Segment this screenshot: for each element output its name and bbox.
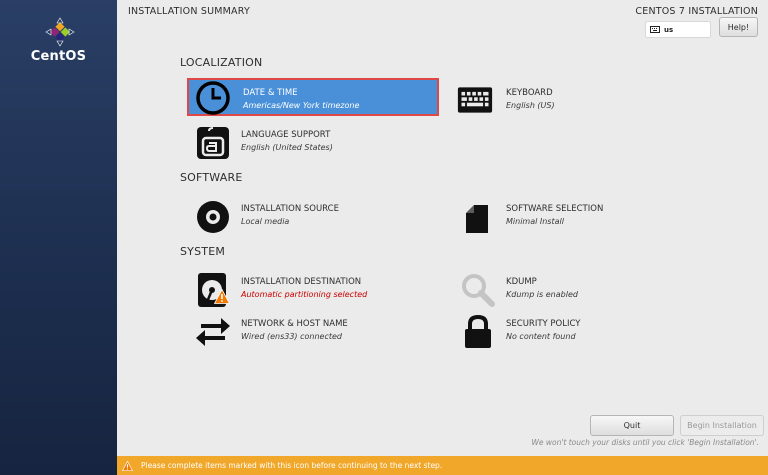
disc-icon bbox=[195, 199, 231, 235]
spoke-status: English (US) bbox=[506, 101, 555, 110]
padlock-icon bbox=[460, 314, 496, 350]
warning-bar bbox=[117, 456, 768, 475]
spoke-status: Automatic partitioning selected bbox=[241, 290, 368, 299]
magnifier-icon bbox=[460, 272, 496, 308]
page-title: INSTALLATION SUMMARY bbox=[128, 6, 250, 17]
section-system: SYSTEM bbox=[180, 245, 226, 258]
spoke-title: KDUMP bbox=[506, 277, 537, 287]
sidebar bbox=[0, 0, 117, 475]
main-panel bbox=[117, 0, 768, 475]
spoke-title: SOFTWARE SELECTION bbox=[506, 204, 604, 214]
logo-text: CentOS bbox=[30, 49, 87, 64]
package-icon bbox=[460, 199, 496, 235]
spoke-status: Kdump is enabled bbox=[506, 290, 578, 299]
spoke-status: Wired (ens33) connected bbox=[241, 332, 342, 341]
spoke-title: LANGUAGE SUPPORT bbox=[241, 130, 331, 140]
spoke-network-hostname[interactable] bbox=[187, 311, 439, 349]
warning-icon bbox=[214, 289, 230, 304]
spoke-installation-source[interactable] bbox=[187, 196, 439, 234]
spoke-title: DATE & TIME bbox=[243, 88, 298, 98]
spoke-status: Minimal Install bbox=[506, 217, 564, 226]
keyboard-small-icon bbox=[650, 26, 660, 33]
warning-text: Please complete items marked with this icon before continuing to the next step. bbox=[141, 461, 443, 470]
keyboard-layout-label: us bbox=[664, 25, 674, 34]
spoke-status: Local media bbox=[241, 217, 290, 226]
spoke-security-policy[interactable] bbox=[452, 311, 704, 349]
footer-note: We won't touch your disks until you click 'Begin Installation'. bbox=[531, 438, 759, 447]
spoke-status: English (United States) bbox=[241, 143, 333, 152]
network-arrows-icon bbox=[195, 314, 231, 350]
spoke-software-selection[interactable] bbox=[452, 196, 704, 234]
keyboard-icon bbox=[457, 82, 493, 118]
spoke-status: Americas/New York timezone bbox=[243, 101, 360, 110]
keyboard-layout-indicator[interactable] bbox=[645, 21, 711, 38]
spoke-title: NETWORK & HOST NAME bbox=[241, 319, 348, 329]
begin-installation-button[interactable]: Begin Installation bbox=[680, 415, 764, 436]
spoke-kdump[interactable] bbox=[452, 269, 704, 307]
spoke-title: SECURITY POLICY bbox=[506, 319, 581, 329]
warning-icon bbox=[122, 461, 133, 471]
spoke-status: No content found bbox=[506, 332, 576, 341]
spoke-installation-destination[interactable] bbox=[187, 269, 439, 307]
centos-logo-icon bbox=[44, 16, 76, 48]
spoke-language-support[interactable] bbox=[187, 122, 439, 160]
section-localization: LOCALIZATION bbox=[180, 56, 263, 69]
spoke-title: INSTALLATION SOURCE bbox=[241, 204, 339, 214]
spoke-title: KEYBOARD bbox=[506, 88, 553, 98]
language-icon bbox=[195, 125, 231, 161]
section-software: SOFTWARE bbox=[180, 171, 243, 184]
quit-button[interactable]: Quit bbox=[590, 415, 674, 436]
product-title: CENTOS 7 INSTALLATION bbox=[635, 6, 758, 17]
help-button[interactable]: Help! bbox=[719, 17, 758, 37]
spoke-title: INSTALLATION DESTINATION bbox=[241, 277, 362, 287]
spoke-keyboard[interactable] bbox=[452, 80, 704, 118]
spoke-date-time[interactable] bbox=[187, 78, 439, 116]
clock-icon bbox=[195, 80, 231, 116]
